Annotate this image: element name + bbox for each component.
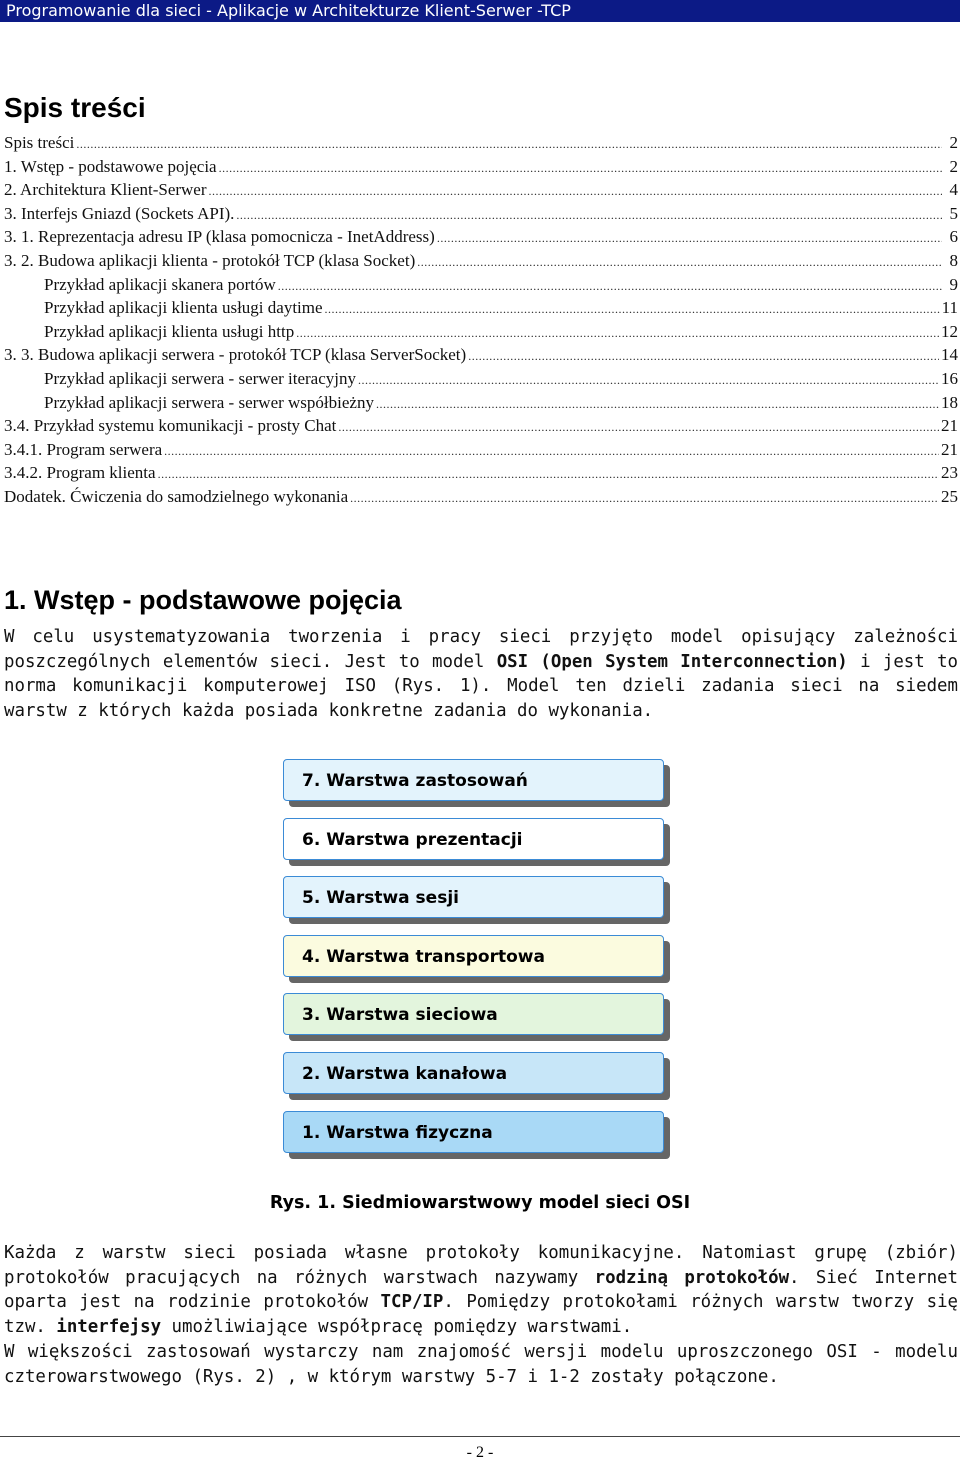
toc-leader-dots xyxy=(296,322,939,346)
toc-leader-dots xyxy=(376,393,939,417)
toc-entry-page: 12 xyxy=(941,321,958,341)
toc-entry-page: 14 xyxy=(941,345,958,365)
toc-entry-page: 18 xyxy=(941,392,958,412)
toc-leader-dots xyxy=(219,157,942,181)
toc-entry[interactable] xyxy=(4,131,958,155)
toc-leader-dots xyxy=(468,345,939,369)
toc-entry-label: 1. Wstęp - podstawowe pojęcia xyxy=(4,156,217,176)
toc-entry-page: 6 xyxy=(949,227,958,247)
toc-entry-label: 3. 1. Reprezentacja adresu IP (klasa pomocnicza - InetAddress) xyxy=(4,227,435,247)
text-run: W celu usystematyzowania tworzenia i pracy sieci przyjęto model opisujący zależności poszczególnych elementów sieci. Jest to model xyxy=(4,627,958,672)
text-run: i jest to norma komunikacji komputerowej ISO (Rys. 1). Model ten dzieli zadania sieci na siedem warstw z których każda posiada konkretne zadania do wykonania. xyxy=(4,651,959,722)
osi-layer-box: 5. Warstwa sesji xyxy=(283,876,664,918)
toc-entry[interactable] xyxy=(4,438,958,462)
toc-entry-page: 16 xyxy=(941,368,958,388)
toc-entry[interactable] xyxy=(4,367,958,391)
toc-leader-dots xyxy=(338,416,939,440)
toc-entry[interactable] xyxy=(4,296,958,320)
osi-layer-box: 6. Warstwa prezentacji xyxy=(283,818,664,860)
toc-leader-dots xyxy=(164,440,939,464)
osi-layer-box: 3. Warstwa sieciowa xyxy=(283,993,664,1035)
toc-entry-page: 2 xyxy=(949,156,958,176)
text-run: umożliwiające współpracę pomiędzy warstwami. xyxy=(161,1317,633,1338)
body-paragraph xyxy=(4,1241,958,1389)
toc-entry[interactable] xyxy=(4,391,958,415)
section-title: 1. Wstęp - podstawowe pojęcia xyxy=(4,585,402,615)
bold-term-protocol-family: rodziną protokołów xyxy=(594,1267,790,1288)
bold-term-interfaces: interfejsy xyxy=(56,1317,162,1338)
toc-leader-dots xyxy=(236,204,942,228)
toc-entry-label: 3.4.2. Program klienta xyxy=(4,463,156,483)
osi-layer-box: 7. Warstwa zastosowań xyxy=(283,759,664,801)
document-header xyxy=(0,0,960,22)
toc-entry-label: Przykład aplikacji skanera portów xyxy=(44,274,276,294)
text-run: . Sieć Internet oparta jest na rodzinie protokołów xyxy=(4,1267,958,1313)
toc-leader-dots xyxy=(76,133,942,157)
toc-leader-dots xyxy=(278,275,942,299)
toc-entry[interactable] xyxy=(4,249,958,273)
bold-term-osi: OSI (Open System Interconnection) xyxy=(496,651,848,672)
text-run: Każda z warstw sieci posiada własne protokoły komunikacyjne. Natomiast grupę (zbiór) protokołów pracujących na różnych warstwach nazywamy xyxy=(4,1243,958,1288)
toc-leader-dots xyxy=(358,369,939,393)
table-of-contents xyxy=(4,131,958,509)
text-run: . Pomiędzy protokołami różnych warstw tworzy się tzw. xyxy=(4,1292,959,1338)
toc-leader-dots xyxy=(158,463,939,487)
toc-entry-label: Przykład aplikacji klienta usługi daytime xyxy=(44,298,323,318)
toc-title: Spis treści xyxy=(4,92,146,123)
bold-term-tcpip: TCP/IP xyxy=(380,1292,444,1313)
text-run: W większości zastosowań wystarczy nam znajomość wersji modelu uproszczonego OSI - modelu czterowarstwowego (Rys. 2) , w którym warstwy 5-7 i 1-2 zostały połączone. xyxy=(4,1341,958,1387)
toc-entry-label: Przykład aplikacji serwera - serwer iteracyjny xyxy=(44,368,356,388)
toc-entry-page: 21 xyxy=(941,439,958,459)
footer-divider xyxy=(0,1436,960,1437)
toc-leader-dots xyxy=(209,180,942,204)
osi-layer-box: 1. Warstwa fizyczna xyxy=(283,1111,664,1153)
toc-entry[interactable] xyxy=(4,202,958,226)
toc-entry[interactable] xyxy=(4,178,958,202)
toc-entry-label: 3. Interfejs Gniazd (Sockets API). xyxy=(4,203,235,223)
toc-entry-page: 5 xyxy=(949,203,958,223)
toc-entry-label: Przykład aplikacji klienta usługi http xyxy=(44,321,295,341)
toc-entry[interactable] xyxy=(4,225,958,249)
toc-entry[interactable] xyxy=(4,273,958,297)
toc-leader-dots xyxy=(325,298,940,322)
toc-entry[interactable] xyxy=(4,414,958,438)
intro-paragraph xyxy=(4,625,958,724)
toc-leader-dots xyxy=(417,251,942,275)
toc-entry-label: 3. 3. Budowa aplikacji serwera - protokół TCP (klasa ServerSocket) xyxy=(4,345,467,365)
toc-entry[interactable] xyxy=(4,343,958,367)
toc-entry-page: 8 xyxy=(949,250,958,270)
toc-entry-page: 9 xyxy=(949,274,958,294)
toc-entry-page: 25 xyxy=(941,486,958,506)
toc-entry-label: 3.4. Przykład systemu komunikacji - prosty Chat xyxy=(4,416,337,436)
figure-caption: Rys. 1. Siedmiowarstwowy model sieci OSI xyxy=(269,1193,691,1213)
toc-entry-page: 11 xyxy=(941,298,958,318)
toc-entry[interactable] xyxy=(4,320,958,344)
toc-entry[interactable] xyxy=(4,461,958,485)
toc-entry-label: 2. Architektura Klient-Serwer xyxy=(4,180,207,200)
toc-entry-page: 21 xyxy=(941,416,958,436)
toc-leader-dots xyxy=(350,487,939,511)
toc-entry-label: 3. 2. Budowa aplikacji klienta - protokół TCP (klasa Socket) xyxy=(4,250,416,270)
toc-entry-page: 23 xyxy=(941,463,958,483)
toc-entry[interactable] xyxy=(4,485,958,509)
page-number: - 2 - xyxy=(466,1444,494,1461)
header-title: Programowanie dla sieci - Aplikacje w Architekturze Klient-Serwer -TCP xyxy=(6,1,571,20)
toc-entry-label: 3.4.1. Program serwera xyxy=(4,439,163,459)
osi-layer-box: 4. Warstwa transportowa xyxy=(283,935,664,977)
toc-entry-label: Przykład aplikacji serwera - serwer współbieżny xyxy=(44,392,374,412)
osi-layer-box: 2. Warstwa kanałowa xyxy=(283,1052,664,1094)
toc-leader-dots xyxy=(437,227,942,251)
toc-entry-page: 4 xyxy=(949,180,958,200)
toc-entry[interactable] xyxy=(4,155,958,179)
toc-entry-label: Dodatek. Ćwiczenia do samodzielnego wykonania xyxy=(4,486,349,506)
toc-entry-page: 2 xyxy=(949,133,958,152)
toc-entry-label: Spis treści xyxy=(4,133,75,152)
